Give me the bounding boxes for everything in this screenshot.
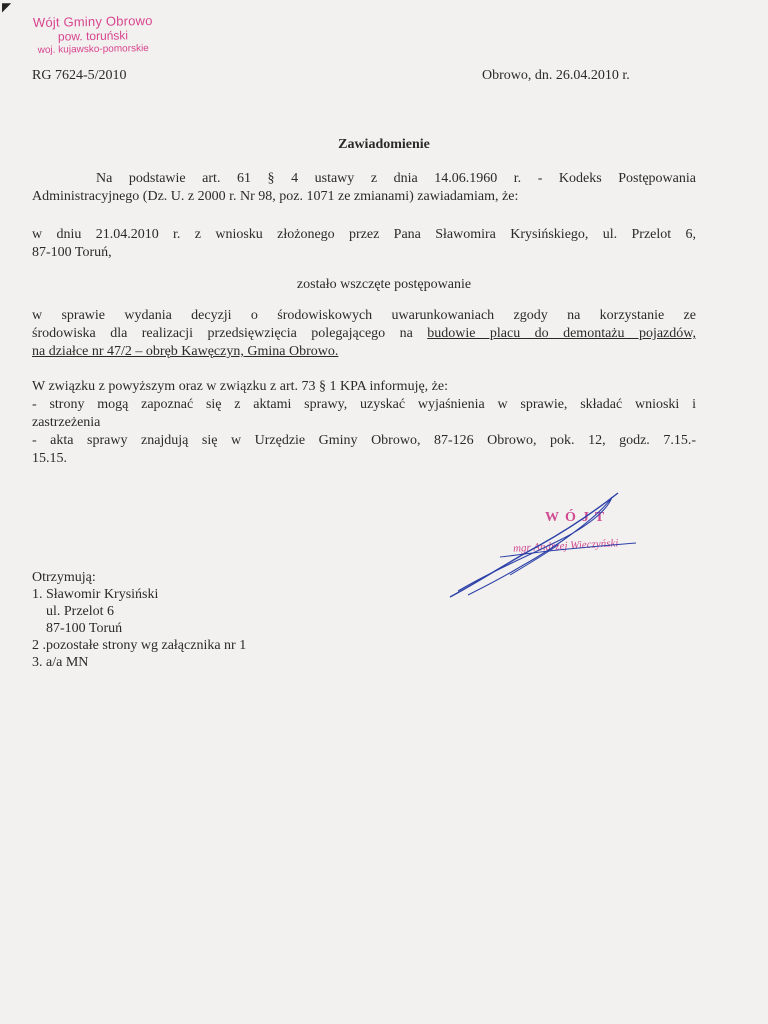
matter-line-2-underlined: budowie placu do demontażu pojazdów, <box>427 326 696 341</box>
matter-line-3: na działce nr 47/2 – obręb Kawęczyn, Gmina Obrowo. <box>32 344 339 359</box>
info-line-3: zastrzeżenia <box>32 415 101 430</box>
matter-line-2 <box>32 325 696 343</box>
request-line-1: w dniu 21.04.2010 r. z wniosku złożonego przez Pana Sławomira Krysińskiego, ul. Przelot 6, <box>32 227 696 242</box>
stamp-line-1: Wójt Gminy Obrowo <box>32 12 153 31</box>
recipient-1-city: 87-100 Toruń <box>46 621 123 636</box>
matter-line-2-plain: środowiska dla realizacji przedsięwzięcia polegającego na <box>32 326 428 341</box>
info-line-5: 15.15. <box>32 451 67 466</box>
stamp-line-3: woj. kujawsko-pomorskie <box>37 43 149 56</box>
handwritten-signature <box>440 485 640 605</box>
recipient-1-street: ul. Przelot 6 <box>46 604 115 619</box>
place-date: Obrowo, dn. 26.04.2010 r. <box>482 68 630 83</box>
document-title: Zawiadomienie <box>338 137 430 152</box>
proceedings-started: zostało wszczęte postępowanie <box>296 277 472 292</box>
stamp-line-2: pow. toruński <box>57 28 129 44</box>
office-stamp <box>18 13 169 58</box>
info-line-1: W związku z powyższym oraz w związku z art. 73 § 1 KPA informuję, że: <box>32 379 448 394</box>
scan-mark: ◤ <box>2 0 12 14</box>
request-line-2: 87-100 Toruń, <box>32 245 112 260</box>
mayor-stamp-title: WÓJT <box>545 510 611 525</box>
info-line-2: - strony mogą zapoznać się z aktami sprawy, uzyskać wyjaśnienia w sprawie, składać wnioski i <box>32 397 696 412</box>
recipients-heading: Otrzymują: <box>32 570 96 585</box>
reference-number: RG 7624-5/2010 <box>32 68 127 83</box>
recipient-3: 3. a/a MN <box>32 655 89 670</box>
matter-line-1: w sprawie wydania decyzji o środowiskowych uwarunkowaniach zgody na korzystanie ze <box>32 308 696 323</box>
recipient-1: 1. Sławomir Krysiński <box>32 587 159 602</box>
recipient-2: 2 .pozostałe strony wg załącznika nr 1 <box>32 638 247 653</box>
mayor-stamp-name: mgr Andrzej Wieczyński <box>512 537 619 555</box>
intro-line-1: Na podstawie art. 61 § 4 ustawy z dnia 14.06.1960 r. - Kodeks Postępowania <box>96 171 696 186</box>
info-line-4: - akta sprawy znajdują się w Urzędzie Gminy Obrowo, 87-126 Obrowo, pok. 12, godz. 7.15.- <box>32 433 696 448</box>
intro-line-2: Administracyjnego (Dz. U. z 2000 r. Nr 98, poz. 1071 ze zmianami) zawiadamiam, że: <box>32 189 519 204</box>
